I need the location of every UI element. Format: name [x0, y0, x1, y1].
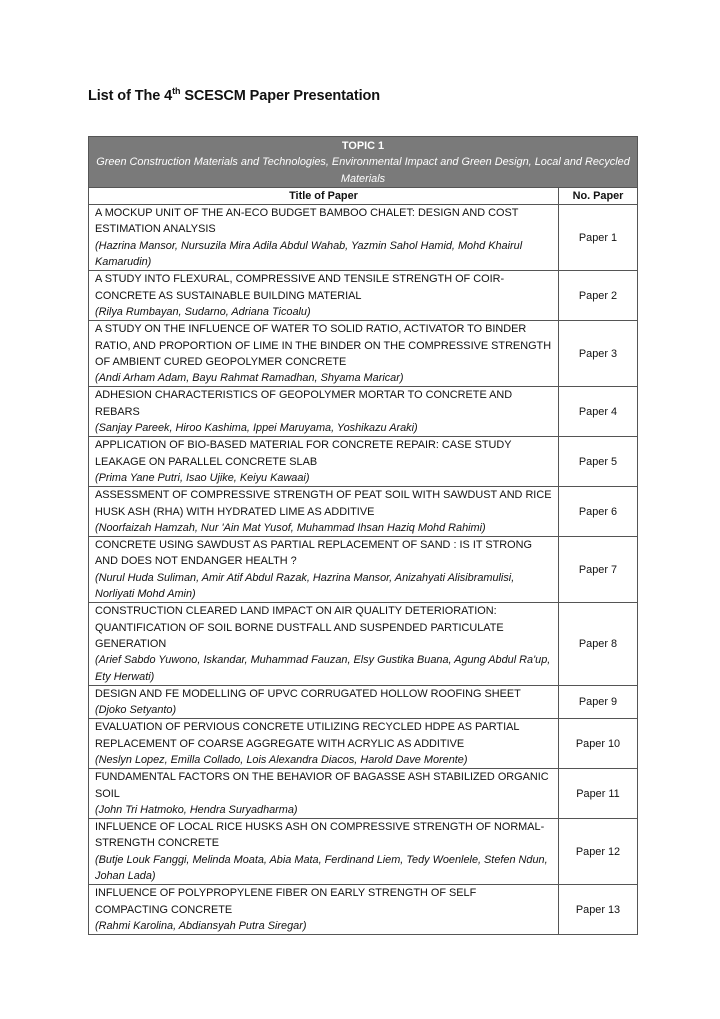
paper-title: ASSESSMENT OF COMPRESSIVE STRENGTH OF PEAT SOIL WITH SAWDUST AND RICE HUSK ASH (RHA) WITH HYDRATED LIME AS ADDITIVE [95, 489, 552, 518]
table-row [89, 537, 638, 603]
paper-authors: (John Tri Hatmoko, Hendra Suryadharma) [95, 803, 298, 816]
paper-title: FUNDAMENTAL FACTORS ON THE BEHAVIOR OF BAGASSE ASH STABILIZED ORGANIC SOIL [95, 771, 549, 800]
table-row [89, 603, 638, 685]
paper-title-cell [89, 537, 559, 603]
paper-title-cell [89, 719, 559, 769]
paper-authors: (Djoko Setyanto) [95, 704, 177, 717]
table-row [89, 719, 638, 769]
page-title-superscript: th [172, 86, 181, 97]
column-header-number: No. Paper [559, 187, 638, 204]
paper-title-cell [89, 437, 559, 487]
table-row [89, 205, 638, 271]
paper-authors: (Rahmi Karolina, Abdiansyah Putra Siregar) [95, 919, 307, 932]
paper-number: Paper 1 [559, 205, 638, 271]
paper-title: INFLUENCE OF POLYPROPYLENE FIBER ON EARLY STRENGTH OF SELF COMPACTING CONCRETE [95, 887, 477, 916]
paper-number: Paper 9 [559, 685, 638, 719]
page-title-prefix: List of The 4 [88, 88, 173, 104]
paper-number: Paper 5 [559, 437, 638, 487]
paper-authors: (Arief Sabdo Yuwono, Iskandar, Muhammad Fauzan, Elsy Gustika Buana, Agung Abdul Ra'up, Ety Herwati) [95, 654, 551, 683]
paper-rows [89, 205, 638, 935]
paper-number: Paper 3 [559, 321, 638, 387]
column-header-row [89, 187, 638, 204]
paper-authors: (Hazrina Mansor, Nursuzila Mira Adila Abdul Wahab, Yazmin Sahol Hamid, Mohd Khairul Kamarudin) [95, 239, 523, 269]
page-title [88, 88, 380, 104]
paper-authors: (Butje Louk Fanggi, Melinda Moata, Abia Mata, Ferdinand Liem, Tedy Woenlele, Stefen Ndun, Johan Lada) [95, 853, 548, 883]
table-row [89, 685, 638, 719]
table-row [89, 387, 638, 437]
paper-authors: (Prima Yane Putri, Isao Ujike, Keiyu Kawaai) [95, 471, 310, 484]
paper-title-cell [89, 819, 559, 885]
paper-title-cell [89, 885, 559, 935]
paper-title: ADHESION CHARACTERISTICS OF GEOPOLYMER MORTAR TO CONCRETE AND REBARS [95, 389, 513, 418]
paper-title: DESIGN AND FE MODELLING OF UPVC CORRUGATED HOLLOW ROOFING SHEET [95, 687, 521, 700]
paper-number: Paper 6 [559, 487, 638, 537]
paper-authors: (Sanjay Pareek, Hiroo Kashima, Ippei Maruyama, Yoshikazu Araki) [95, 422, 418, 435]
paper-authors: (Neslyn Lopez, Emilla Collado, Lois Alexandra Diacos, Harold Dave Morente) [95, 753, 468, 766]
paper-number: Paper 12 [559, 819, 638, 885]
paper-title: INFLUENCE OF LOCAL RICE HUSKS ASH ON COMPRESSIVE STRENGTH OF NORMAL-STRENGTH CONCRETE [95, 821, 545, 850]
paper-title: A MOCKUP UNIT OF THE AN-ECO BUDGET BAMBOO CHALET: DESIGN AND COST ESTIMATION ANALYSIS [95, 207, 519, 236]
paper-title: CONSTRUCTION CLEARED LAND IMPACT ON AIR QUALITY DETERIORATION: QUANTIFICATION OF SOIL BORNE DUSTFALL AND SUSPENDED PARTICULATE GENERATION [95, 605, 504, 650]
table-row [89, 437, 638, 487]
table-row [89, 487, 638, 537]
paper-title-cell [89, 603, 559, 685]
paper-title-cell [89, 271, 559, 321]
paper-title-cell [89, 205, 559, 271]
column-header-title: Title of Paper [89, 187, 559, 204]
paper-title-cell [89, 487, 559, 537]
paper-title-cell [89, 769, 559, 819]
paper-title: EVALUATION OF PERVIOUS CONCRETE UTILIZING RECYCLED HDPE AS PARTIAL REPLACEMENT OF COARSE AGGREGATE WITH ACRYLIC AS ADDITIVE [95, 721, 520, 750]
paper-authors: (Nurul Huda Suliman, Amir Atif Abdul Razak, Hazrina Mansor, Anizahyati Alisibramulisi, Norliyati Mohd Amin) [95, 571, 515, 601]
table-row [89, 885, 638, 935]
paper-number: Paper 8 [559, 603, 638, 685]
paper-authors: (Rilya Rumbayan, Sudarno, Adriana Ticoalu) [95, 305, 311, 318]
topic-row [89, 137, 638, 188]
paper-title-cell [89, 387, 559, 437]
topic-cell [89, 137, 638, 188]
paper-number: Paper 10 [559, 719, 638, 769]
table-row [89, 819, 638, 885]
table-row [89, 321, 638, 387]
paper-title: CONCRETE USING SAWDUST AS PARTIAL REPLACEMENT OF SAND : IS IT STRONG AND DOES NOT ENDANGER HEALTH ? [95, 539, 532, 568]
paper-title: A STUDY ON THE INFLUENCE OF WATER TO SOLID RATIO, ACTIVATOR TO BINDER RATIO, AND PROPORTION OF LIME IN THE BINDER ON THE COMPRESSIVE STRENGTH OF AMBIENT CURED GEOPOLYMER CONCRETE [95, 323, 552, 368]
topic-label: TOPIC 1 [341, 140, 385, 152]
paper-number: Paper 11 [559, 769, 638, 819]
paper-number: Paper 4 [559, 387, 638, 437]
page-title-suffix: SCESCM Paper Presentation [180, 88, 381, 104]
paper-authors: (Noorfaizah Hamzah, Nur 'Ain Mat Yusof, Muhammad Ihsan Haziq Mohd Rahimi) [95, 521, 486, 534]
paper-number: Paper 7 [559, 537, 638, 603]
paper-title-cell [89, 321, 559, 387]
paper-number: Paper 13 [559, 885, 638, 935]
table-row [89, 769, 638, 819]
paper-title: A STUDY INTO FLEXURAL, COMPRESSIVE AND TENSILE STRENGTH OF COIR-CONCRETE AS SUSTAINABLE BUILDING MATERIAL [95, 273, 505, 302]
topic-description: Green Construction Materials and Technologies, Environmental Impact and Green Design, Local and Recycled Materials [96, 156, 630, 185]
paper-authors: (Andi Arham Adam, Bayu Rahmat Ramadhan, Shyama Maricar) [95, 372, 404, 385]
paper-table [88, 136, 638, 935]
table-row [89, 271, 638, 321]
paper-title: APPLICATION OF BIO-BASED MATERIAL FOR CONCRETE REPAIR: CASE STUDY LEAKAGE ON PARALLEL CONCRETE SLAB [95, 439, 512, 468]
paper-number: Paper 2 [559, 271, 638, 321]
paper-title-cell [89, 685, 559, 719]
